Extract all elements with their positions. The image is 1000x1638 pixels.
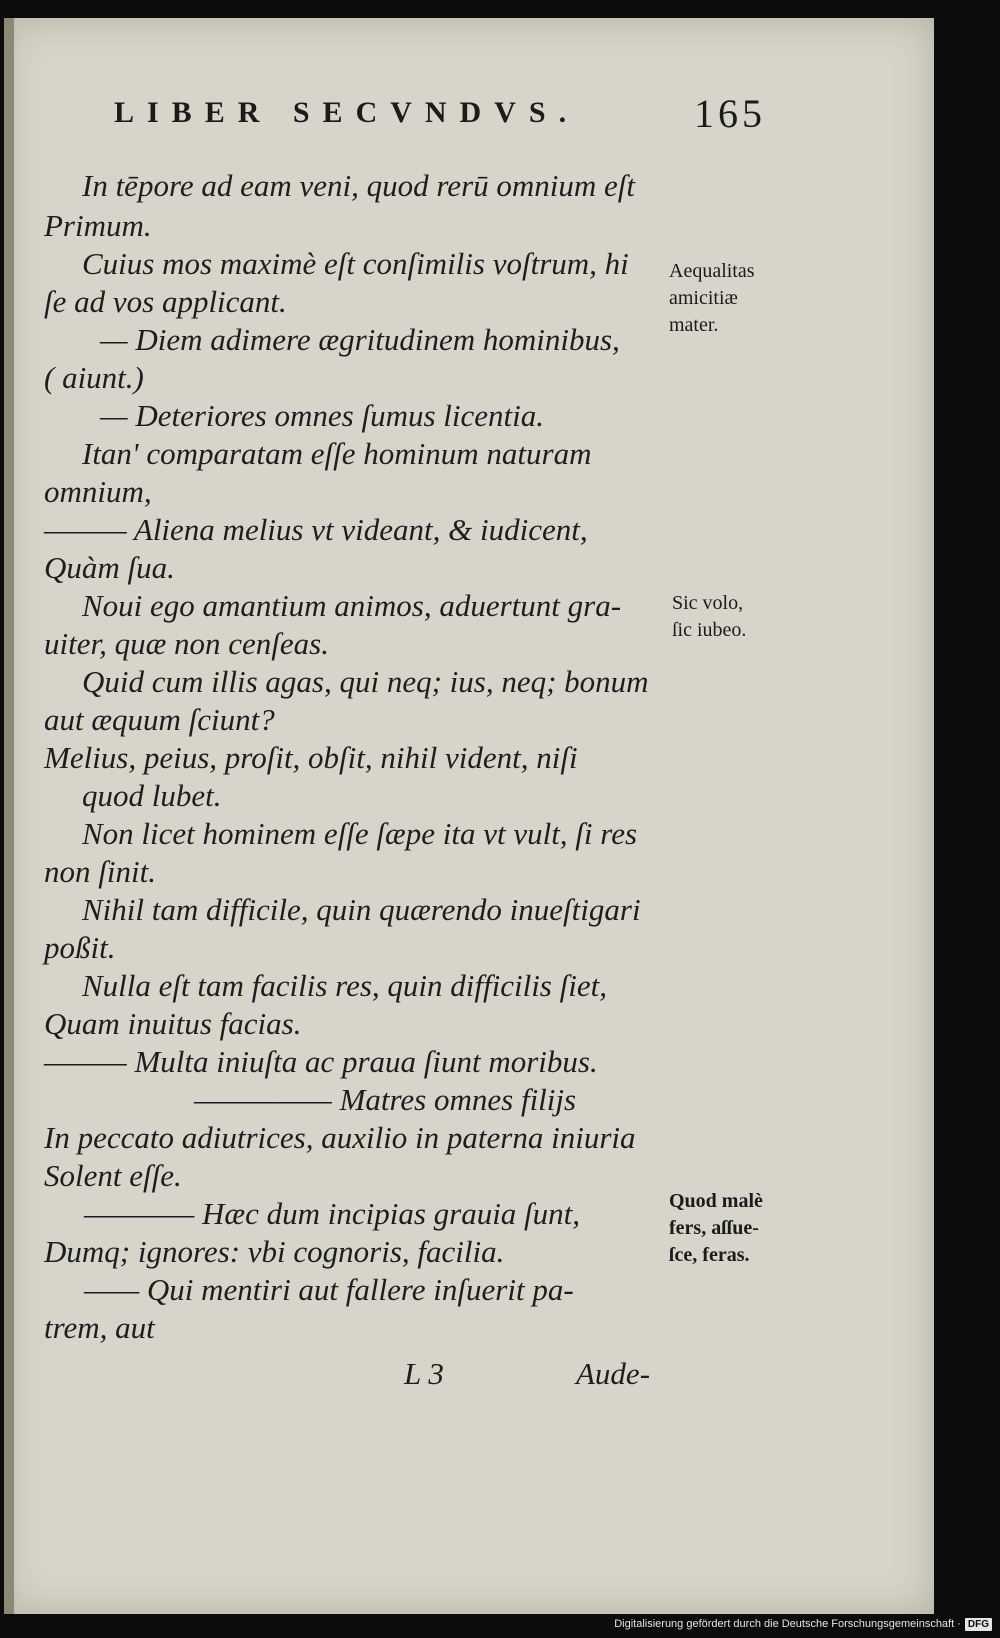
dfg-logo: DFG xyxy=(965,1618,992,1631)
text-line: ———— Hæc dum incipias grauia ſunt, xyxy=(84,1196,581,1231)
text-line: Nihil tam difficile, quin quærendo inueſtigari xyxy=(82,892,641,927)
text-line: Primum. xyxy=(44,208,152,243)
text-line: In peccato adiutrices, auxilio in paterna iniuria xyxy=(44,1120,636,1155)
text-line: In tēpore ad eam veni, quod rerū omnium eſt xyxy=(82,168,636,203)
text-line: Solent eſſe. xyxy=(44,1158,182,1193)
text-line: Dumq; ignores: vbi cognoris, facilia. xyxy=(44,1234,505,1269)
text-line: Noui ego amantium animos, aduertunt gra- xyxy=(82,588,622,623)
page-number: 165 xyxy=(694,91,766,136)
marginal-note-line: fers, aſſue- xyxy=(669,1217,759,1239)
text-line: uiter, quæ non cenſeas. xyxy=(44,626,329,661)
text-line: omnium, xyxy=(44,474,152,509)
catchword: Aude- xyxy=(576,1356,651,1391)
text-line: Nulla eſt tam facilis res, quin difficilis ſiet, xyxy=(82,968,607,1003)
marginal-note-line: Quod malè xyxy=(669,1190,763,1212)
marginal-note-line: amicitiæ xyxy=(669,287,738,309)
marginal-note xyxy=(669,258,755,339)
text-line: Itan' comparatam eſſe hominum naturam xyxy=(82,436,592,471)
marginal-note-line: ſic iubeo. xyxy=(672,619,747,641)
text-line: non ſinit. xyxy=(44,854,156,889)
text-line: ——— Multa iniuſta ac praua ſiunt moribus. xyxy=(44,1044,598,1079)
signature-mark: L 3 xyxy=(404,1356,444,1391)
text-line: — Diem adimere ægritudinem hominibus, xyxy=(100,322,620,357)
text-line: Quam inuitus facias. xyxy=(44,1006,302,1041)
marginal-note-line: Aequalitas xyxy=(669,260,755,282)
text-line: Quàm ſua. xyxy=(44,550,175,585)
text-line: ————— Matres omnes filijs xyxy=(194,1082,577,1117)
text-line: Melius, peius, proſit, obſit, nihil vident, niſi xyxy=(44,740,578,775)
marginal-note xyxy=(669,1188,763,1269)
text-line: Cuius mos maximè eſt conſimilis voſtrum, hi xyxy=(82,246,629,281)
text-line: trem, aut xyxy=(44,1310,155,1345)
marginal-note-line: ſce, feras. xyxy=(669,1244,750,1266)
text-line: ſe ad vos applicant. xyxy=(44,284,287,319)
text-line: ( aiunt.) xyxy=(44,360,144,395)
footer-text: Digitalisierung gefördert durch die Deutsche Forschungsgemeinschaft · xyxy=(614,1618,961,1630)
running-title: LIBER SECVNDVS. xyxy=(114,96,580,129)
text-line: poßit. xyxy=(44,930,116,965)
text-line: Quid cum illis agas, qui neq; ius, neq; bonum xyxy=(82,664,649,699)
marginal-note-line: Sic volo, xyxy=(672,592,744,614)
footer-credit xyxy=(614,1614,992,1634)
marginal-note-line: mater. xyxy=(669,314,719,336)
text-line: Non licet hominem eſſe ſæpe ita vt vult, ſi res xyxy=(82,816,638,851)
text-line: — Deteriores omnes ſumus licentia. xyxy=(100,398,544,433)
marginal-note xyxy=(672,590,746,644)
text-line: —— Qui mentiri aut fallere inſuerit pa- xyxy=(84,1272,574,1307)
book-page xyxy=(4,18,934,1614)
text-line: quod lubet. xyxy=(82,778,222,813)
text-line: ——— Aliena melius vt videant, & iudicent, xyxy=(44,512,588,547)
text-line: aut æquum ſciunt? xyxy=(44,702,275,737)
